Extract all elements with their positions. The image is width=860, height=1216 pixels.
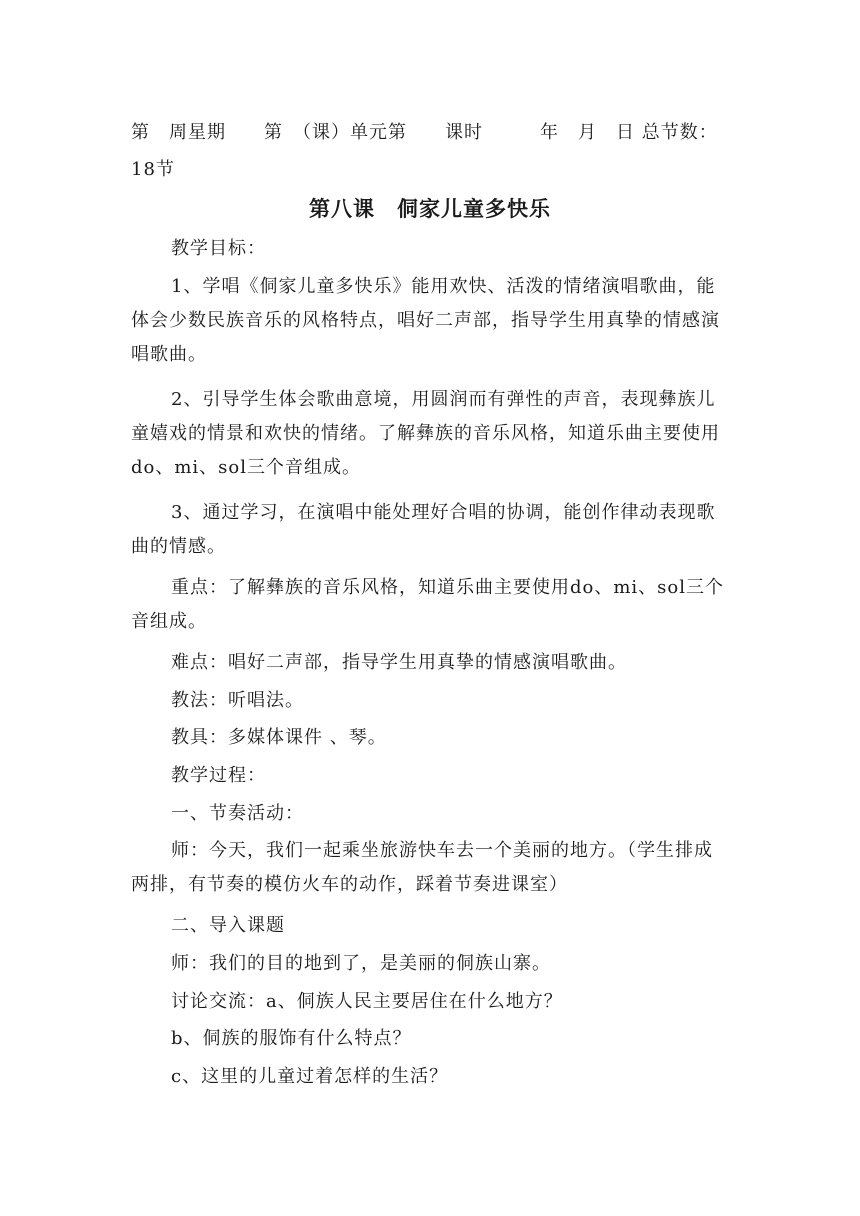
objective-3: 3、通过学习，在演唱中能处理好合唱的协调，能创作律动表现歌曲的情感。 [131,502,716,557]
header-line: 第 周星期 第 （课）单元第 课时 年 月 日 总节数： [131,122,718,143]
teaching-method: 教法：听唱法。 [171,690,304,711]
discussion-b: b、侗族的服饰有什么特点？ [171,1028,412,1049]
discussion-c: c、这里的儿童过着怎样的生活？ [171,1066,449,1087]
teaching-aids: 教具：多媒体课件 、琴。 [171,727,387,748]
lesson-title: 第八课 侗家儿童多快乐 [309,197,551,221]
teacher-intro: 师：今天，我们一起乘坐旅游快车去一个美丽的地方。（学生排成两排，有节奏的模仿火车的动作，踩着节奏进课室） [131,840,713,895]
objective-2: 2、引导学生体会歌曲意境，用圆润而有弹性的声音，表现彝族儿童嬉戏的情景和欢快的情绪。了解彝族的音乐风格，知道乐曲主要使用do、mi、sol三个音组成。 [131,389,720,478]
objective-1: 1、学唱《侗家儿童多快乐》能用欢快、活泼的情绪演唱歌曲，能体会少数民族音乐的风格特点，唱好二声部，指导学生用真挚的情感演唱歌曲。 [131,276,720,365]
key-point: 重点：了解彝族的音乐风格，知道乐曲主要使用do、mi、sol三个音组成。 [131,577,725,632]
discussion-a: 讨论交流：a、侗族人民主要居住在什么地方？ [171,991,563,1012]
process-heading: 教学过程： [171,765,266,786]
header-total-lessons: 18节 [131,159,175,180]
section-rhythm: 一、节奏活动： [171,803,304,824]
objectives-heading: 教学目标： [171,238,266,259]
section-introduction: 二、导入课题 [171,915,285,936]
teacher-destination: 师：我们的目的地到了，是美丽的侗族山寨。 [171,953,551,974]
difficulty: 难点：唱好二声部，指导学生用真挚的情感演唱歌曲。 [171,652,627,673]
